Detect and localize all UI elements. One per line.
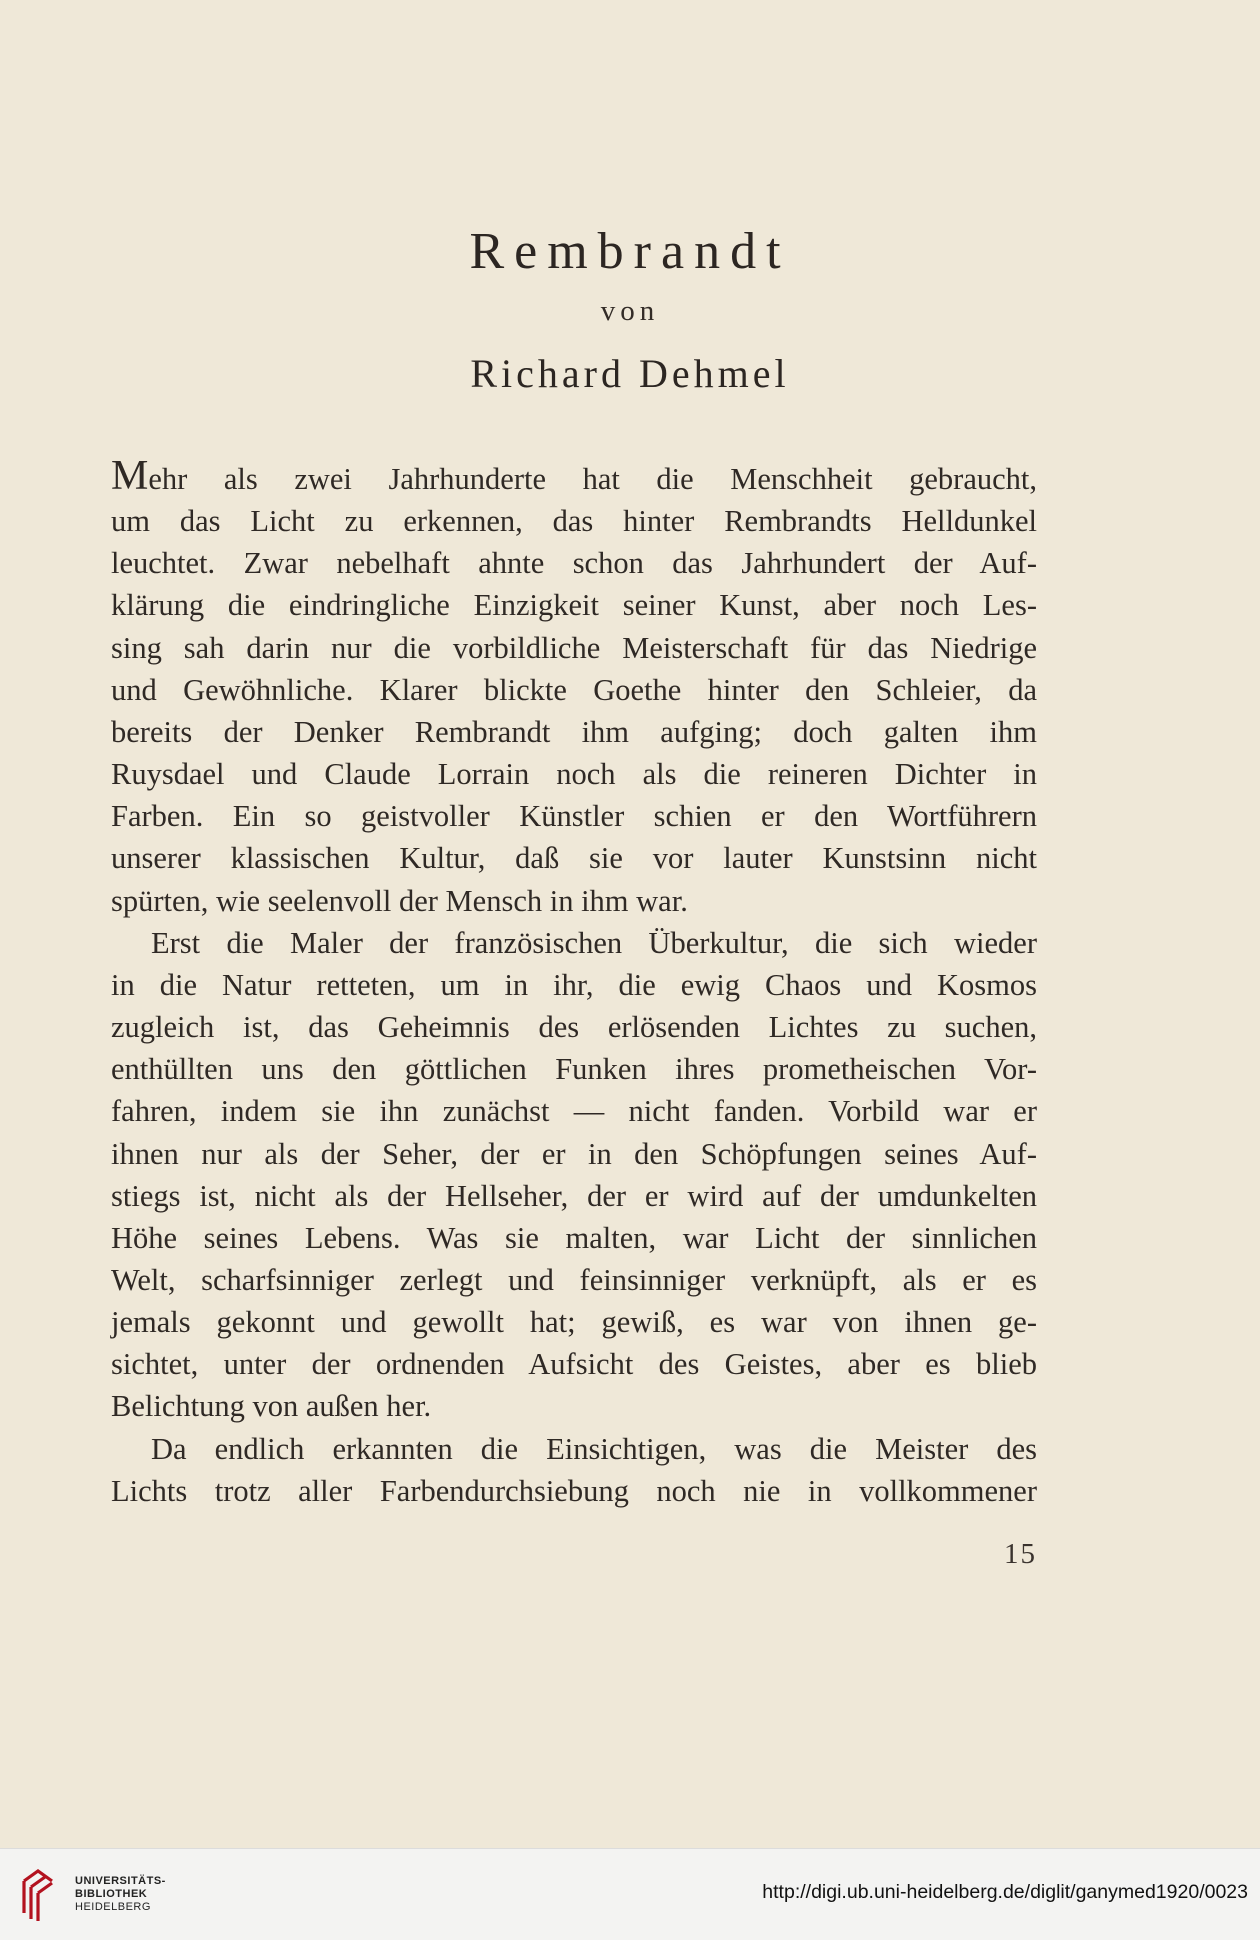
text-line: fahren, indem sie ihn zunächst — nicht fanden. Vorbild war er (111, 1094, 1037, 1129)
text-line: sing sah darin nur die vorbildliche Meisterschaft für das Niedrige (111, 630, 1037, 665)
page-title: Rembrandt (469, 223, 791, 280)
text-line: spürten, wie seelenvoll der Mensch in ihm war. (111, 883, 688, 918)
drop-cap: M (111, 453, 149, 499)
text-line: Farben. Ein so geistvoller Künstler schien er den Wortführern (111, 799, 1037, 834)
text-line: in die Natur retteten, um in ihr, die ewig Chaos und Kosmos (111, 967, 1037, 1002)
byline-von: von (600, 295, 660, 327)
text-line: unserer klassischen Kultur, daß sie vor lauter Kunstsinn nicht (111, 841, 1037, 876)
library-name: UNIVERSITÄTS- BIBLIOTHEK HEIDELBERG (75, 1875, 166, 1913)
text-line: sichtet, unter der ordnenden Aufsicht des Geistes, aber es blieb (111, 1347, 1037, 1382)
text-line: Belichtung von außen her. (111, 1389, 432, 1424)
library-logo-icon (14, 1867, 64, 1923)
text-line: ihnen nur als der Seher, der er in den Schöpfungen seines Auf- (111, 1136, 1037, 1171)
library-footer (0, 1848, 1260, 1940)
text-line: leuchtet. Zwar nebelhaft ahnte schon das Jahrhundert der Auf- (111, 546, 1037, 581)
text-line: zugleich ist, das Geheimnis des erlösenden Lichtes zu suchen, (111, 1010, 1037, 1045)
text-line: jemals gekonnt und gewollt hat; gewiß, es war von ihnen ge- (111, 1305, 1037, 1340)
text-line: Da endlich erkannten die Einsichtigen, was die Meister des (151, 1431, 1037, 1466)
text-line: Welt, scharfsinniger zerlegt und feinsinniger verknüpft, als er es (111, 1262, 1037, 1297)
text-line: und Gewöhnliche. Klarer blickte Goethe hinter den Schleier, da (111, 672, 1037, 707)
text-line: enthüllten uns den göttlichen Funken ihres prometheischen Vor- (111, 1052, 1037, 1087)
text-line: bereits der Denker Rembrandt ihm aufging; doch galten ihm (111, 714, 1037, 749)
text-line: Lichts trotz aller Farbendurchsiebung noch nie in vollkommener (111, 1473, 1037, 1508)
source-url-link[interactable]: http://digi.ub.uni-heidelberg.de/diglit/ganymed1920/0023 (762, 1881, 1248, 1903)
text-line: um das Licht zu erkennen, das hinter Rembrandts Helldunkel (111, 504, 1037, 539)
body-text (111, 455, 1037, 1512)
page-number: 15 (1004, 1538, 1037, 1570)
author-name: Richard Dehmel (470, 351, 790, 396)
text-line: Mehr als zwei Jahrhunderte hat die Menschheit gebraucht, (111, 453, 1037, 499)
text-line: Ruysdael und Claude Lorrain noch als die reineren Dichter in (111, 757, 1037, 792)
text-line: Höhe seines Lebens. Was sie malten, war Licht der sinnlichen (111, 1220, 1037, 1255)
text-line: stiegs ist, nicht als der Hellseher, der er wird auf der umdunkelten (111, 1178, 1037, 1213)
text-line: Erst die Maler der französischen Überkultur, die sich wieder (151, 925, 1037, 960)
text-line: klärung die eindringliche Einzigkeit seiner Kunst, aber noch Les- (111, 588, 1037, 623)
